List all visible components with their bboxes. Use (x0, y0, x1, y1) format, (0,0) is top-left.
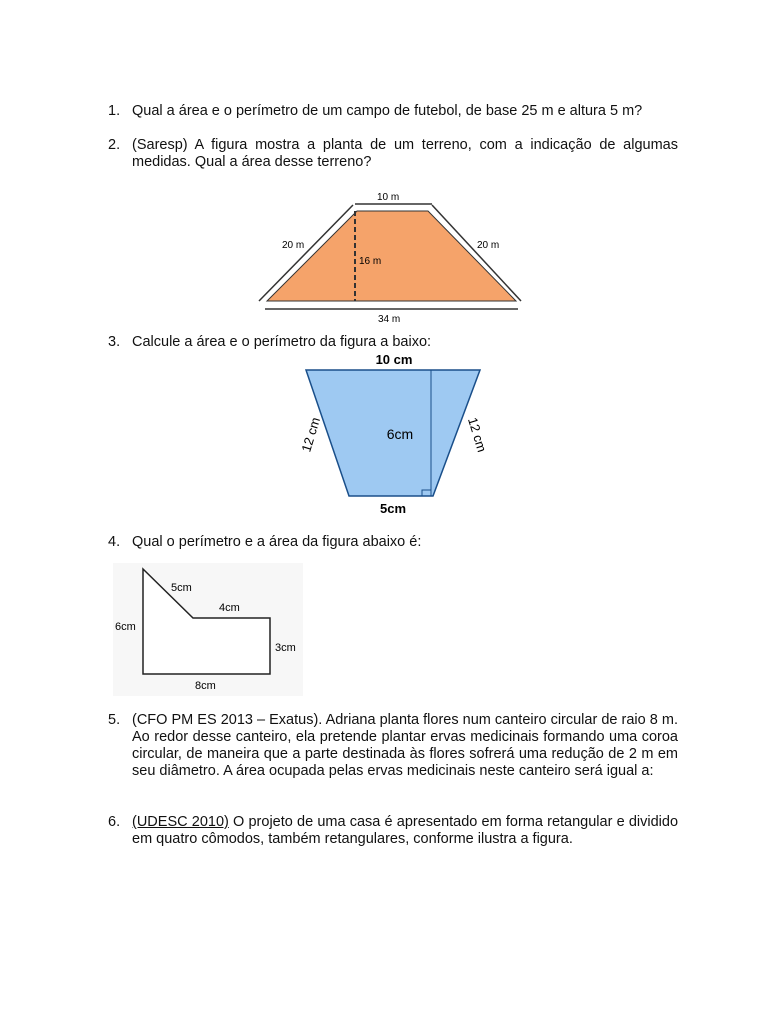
step-label: 4cm (219, 602, 240, 614)
question-text (132, 814, 678, 848)
terrain-trapezoid-figure (255, 188, 530, 328)
question-number: 3. (108, 334, 121, 350)
height-label: 6cm (386, 426, 414, 442)
question-number: 5. (108, 712, 121, 728)
question-text: Qual a área e o perímetro de um campo de futebol, de base 25 m e altura 5 m? (132, 103, 643, 119)
top-label: 10 m (377, 192, 400, 203)
l-shape-figure (113, 563, 303, 696)
question-number: 2. (108, 137, 121, 153)
top-label: 10 cm (375, 352, 413, 367)
question-6 (108, 814, 678, 848)
question-text: (Saresp) A figura mostra a planta de um terreno, com a indicação de algumas medidas. Qual a área desse terreno? (132, 137, 678, 170)
right-label: 20 m (477, 240, 500, 251)
question-number: 6. (108, 814, 121, 830)
question-4 (108, 534, 678, 551)
right-label: 3cm (275, 642, 296, 654)
question-text: Qual o perímetro e a área da figura abaixo é: (132, 534, 422, 550)
bottom-label: 34 m (378, 314, 401, 325)
slant-label: 5cm (171, 582, 192, 594)
question-1 (108, 103, 678, 120)
question-body: O projeto de uma casa é apresentado em forma retangular e dividido em quatro cômodos, também retangulares, conforme ilustra a figura. (132, 814, 679, 847)
question-text: Calcule a área e o perímetro da figura a baixo: (132, 334, 432, 350)
right-label: 12 cm (464, 415, 490, 454)
question-2 (108, 137, 678, 171)
left-label: 12 cm (298, 415, 324, 454)
blue-trapezoid-figure (290, 348, 500, 520)
source-reference: (UDESC 2010) (132, 814, 229, 830)
height-label: 16 m (359, 256, 382, 267)
question-number: 4. (108, 534, 121, 550)
left-label: 6cm (115, 621, 136, 633)
left-label: 20 m (282, 240, 305, 251)
question-text: (CFO PM ES 2013 – Exatus). Adriana planta flores num canteiro circular de raio 8 m. Ao redor desse canteiro, ela pretende plantar ervas medicinais formando uma coroa circular, de maneira que a parte destinada às flores sofrerá uma redução de 2 m em seu diâmetro. A área ocupada pelas ervas medicinais neste canteiro será igual a: (132, 712, 678, 779)
bottom-label: 5cm (379, 501, 407, 516)
question-5 (108, 712, 678, 780)
question-number: 1. (108, 103, 121, 119)
bottom-label: 8cm (195, 680, 216, 692)
